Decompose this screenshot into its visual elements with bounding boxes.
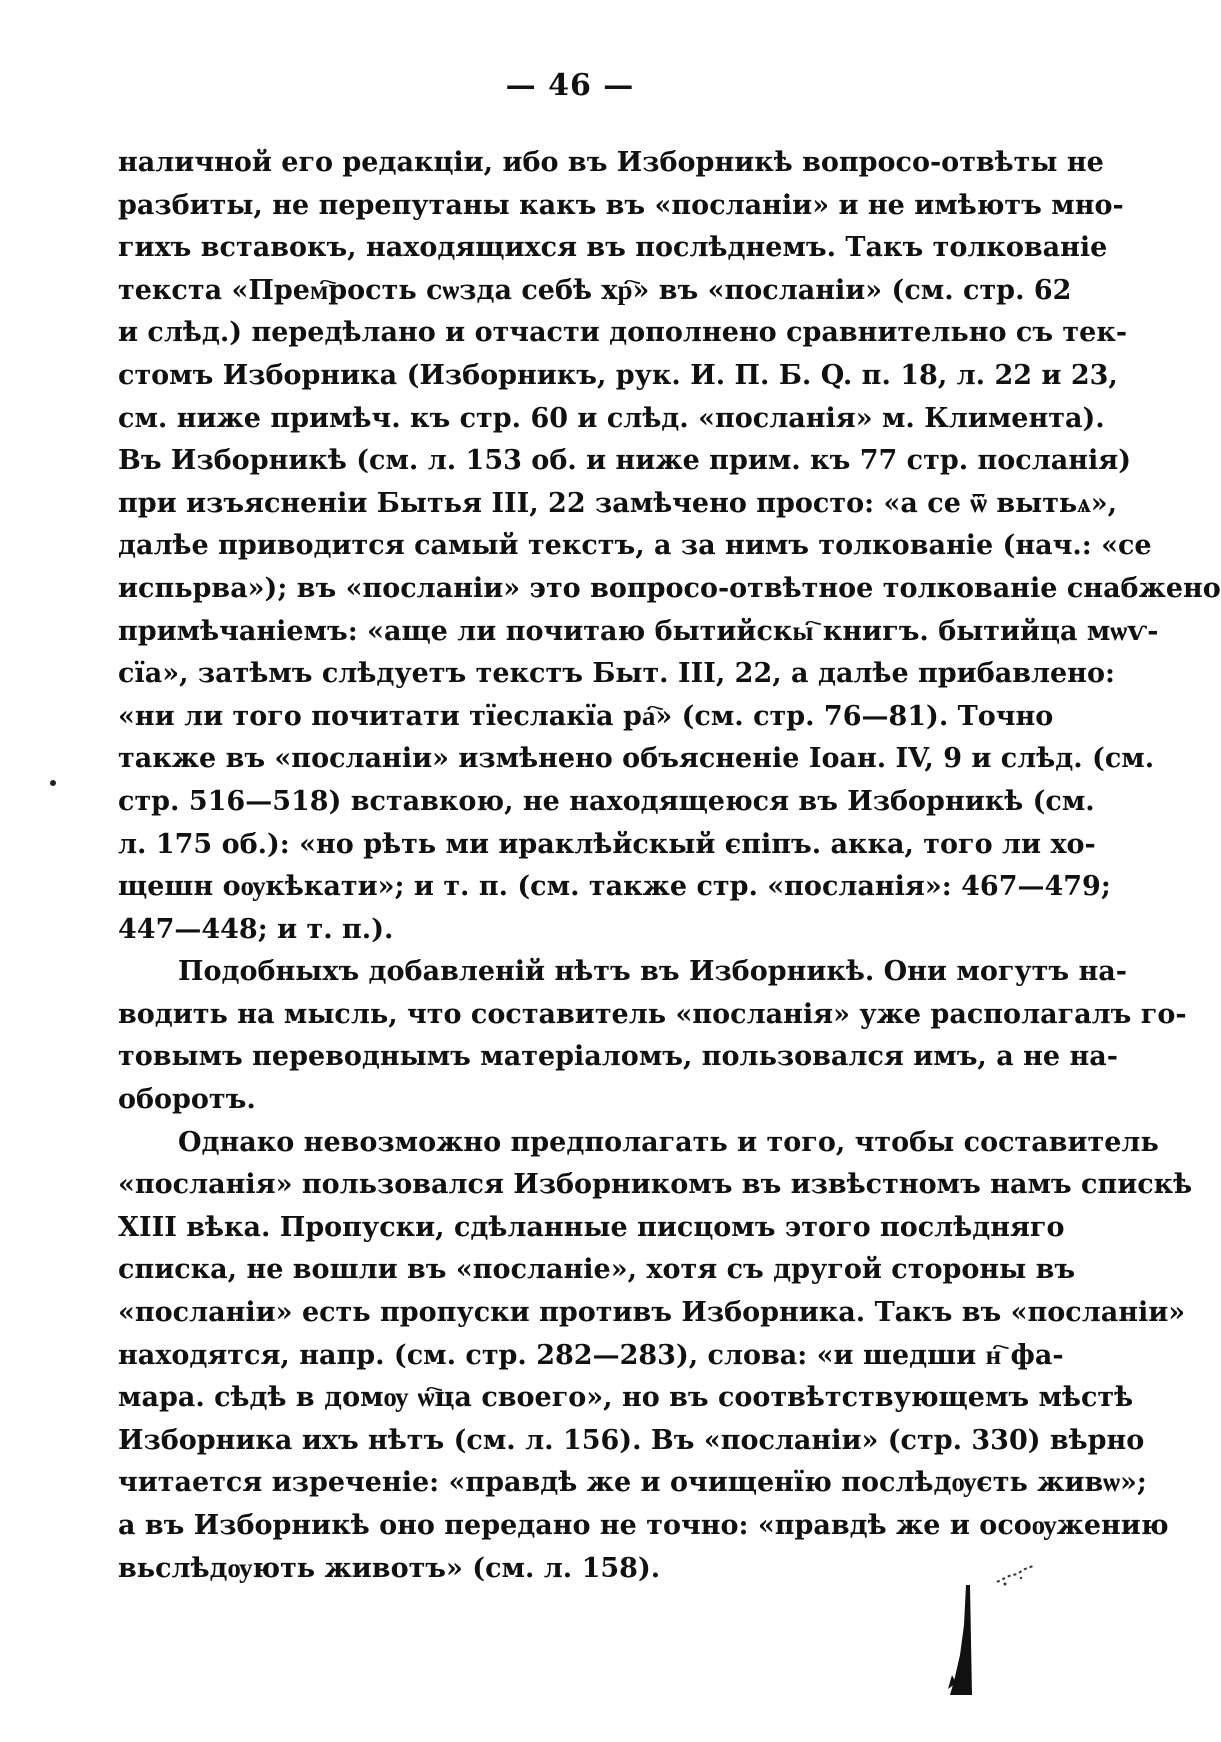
text-line: наличной его редакціи, ибо въ Изборникѣ вопросо-отвѣты не	[118, 147, 1104, 178]
text-line: сїа», затѣмъ слѣдуетъ текстъ Быт. III, 22, а далѣе прибавлено:	[118, 658, 1115, 690]
paragraph-2	[118, 951, 1187, 1121]
text-line: «ни ли того почитати тїеслакїа ра҇» (см. стр. 76—81). Точно	[118, 700, 1054, 732]
text-line: при изъясненіи Бытья III, 22 замѣчено просто: «а се ѿ вытьѧ»,	[118, 487, 1118, 519]
scan-smudge-bottom	[944, 1585, 974, 1695]
text-line: находятся, напр. (см. стр. 282—283), слова: «и шедши н҇ фа-	[118, 1339, 1064, 1371]
text-line: см. ниже примѣч. къ стр. 60 и слѣд. «посланія» м. Климента).	[118, 402, 1105, 434]
text-line: разбиты, не перепутаны какъ въ «посланіи» и не имѣютъ мно-	[118, 189, 1124, 221]
text-line: примѣчаніемъ: «аще ли почитаю бытийскы҇ книгъ. бытийца мѡѵ-	[118, 615, 1159, 647]
text-line: товымъ переводнымъ матеріаломъ, пользовался имъ, а не на-	[118, 1041, 1118, 1073]
text-line: водить на мысль, что составитель «посланія» уже располагалъ го-	[118, 998, 1187, 1030]
text-line: текста «Прем҇рость сѡзда себѣ хр҇» въ «посланіи» (см. стр. 62	[118, 274, 1072, 306]
paragraph-3	[118, 1122, 1193, 1591]
text-line: Въ Изборникѣ (см. л. 153 об. и ниже прим. къ 77 стр. посланія)	[118, 445, 1132, 477]
text-line: «посланіи» есть пропуски противъ Изборника. Такъ въ «посланіи»	[118, 1297, 1186, 1329]
text-line: Подобныхъ добавленій нѣтъ въ Изборникѣ. Они могутъ на-	[178, 956, 1127, 988]
scan-speck	[50, 780, 56, 786]
text-line: далѣе приводится самый текстъ, а за нимъ толкованіе (нач.: «се	[118, 530, 1152, 562]
text-line: XIII вѣка. Пропуски, сдѣланные писцомъ этого послѣдняго	[118, 1211, 1065, 1243]
body-text	[118, 142, 1221, 1590]
text-line: оборотъ.	[118, 1084, 256, 1116]
text-line: Изборника ихъ нѣтъ (см. л. 156). Въ «посланіи» (стр. 330) вѣрно	[118, 1424, 1145, 1456]
text-line: «посланія» пользовался Изборникомъ въ извѣстномъ намъ спискѣ	[118, 1169, 1193, 1201]
text-line: стр. 516—518) вставкою, не находящеюся въ Изборникѣ (см.	[118, 785, 1095, 817]
text-line: Однако невозможно предполагать и того, чтобы составитель	[178, 1126, 1159, 1158]
text-line: а въ Изборникѣ оно передано не точно: «правдѣ же и осоѹжению	[118, 1510, 1169, 1541]
text-line: стомъ Изборника (Изборникъ, рук. И. П. Б. Q. п. 18, л. 22 и 23,	[118, 359, 1118, 391]
text-line: 447—448; и т. п.).	[118, 913, 394, 945]
scan-smudge-top	[995, 1560, 1035, 1590]
text-line: списка, не вошли въ «посланіе», хотя съ другой стороны въ	[118, 1254, 1076, 1286]
text-line: щешн оѹкѣкати»; и т. п. (см. также стр. «посланія»: 467—479;	[118, 871, 1111, 903]
text-line: мара. сѣдѣ в домѹ ѡ҇ца своего», но въ соотвѣтствующемъ мѣстѣ	[118, 1382, 1134, 1414]
text-line: и слѣд.) передѣлано и отчасти дополнено сравнительно съ тек-	[118, 317, 1128, 349]
text-line: также въ «посланіи» измѣнено объясненіе Іоан. IV, 9 и слѣд. (см.	[118, 743, 1155, 775]
page-number: — 46 —	[505, 68, 635, 103]
text-line: читается изреченіе: «правдѣ же и очищенїю послѣдѹєть живѡ»;	[118, 1467, 1147, 1499]
text-line: испьрва»); въ «посланіи» это вопросо-отвѣтное толкованіе снабжено	[118, 572, 1221, 604]
text-line: гихъ вставокъ, находящихся въ послѣднемъ. Такъ толкованіе	[118, 232, 1108, 264]
paragraph-1	[118, 142, 1221, 951]
text-line: вьслѣдѹють животъ» (см. л. 158).	[118, 1552, 661, 1584]
text-line: л. 175 об.): «но рѣть ми ираклѣйскый єпіпъ. акка, того ли хо-	[118, 828, 1096, 860]
